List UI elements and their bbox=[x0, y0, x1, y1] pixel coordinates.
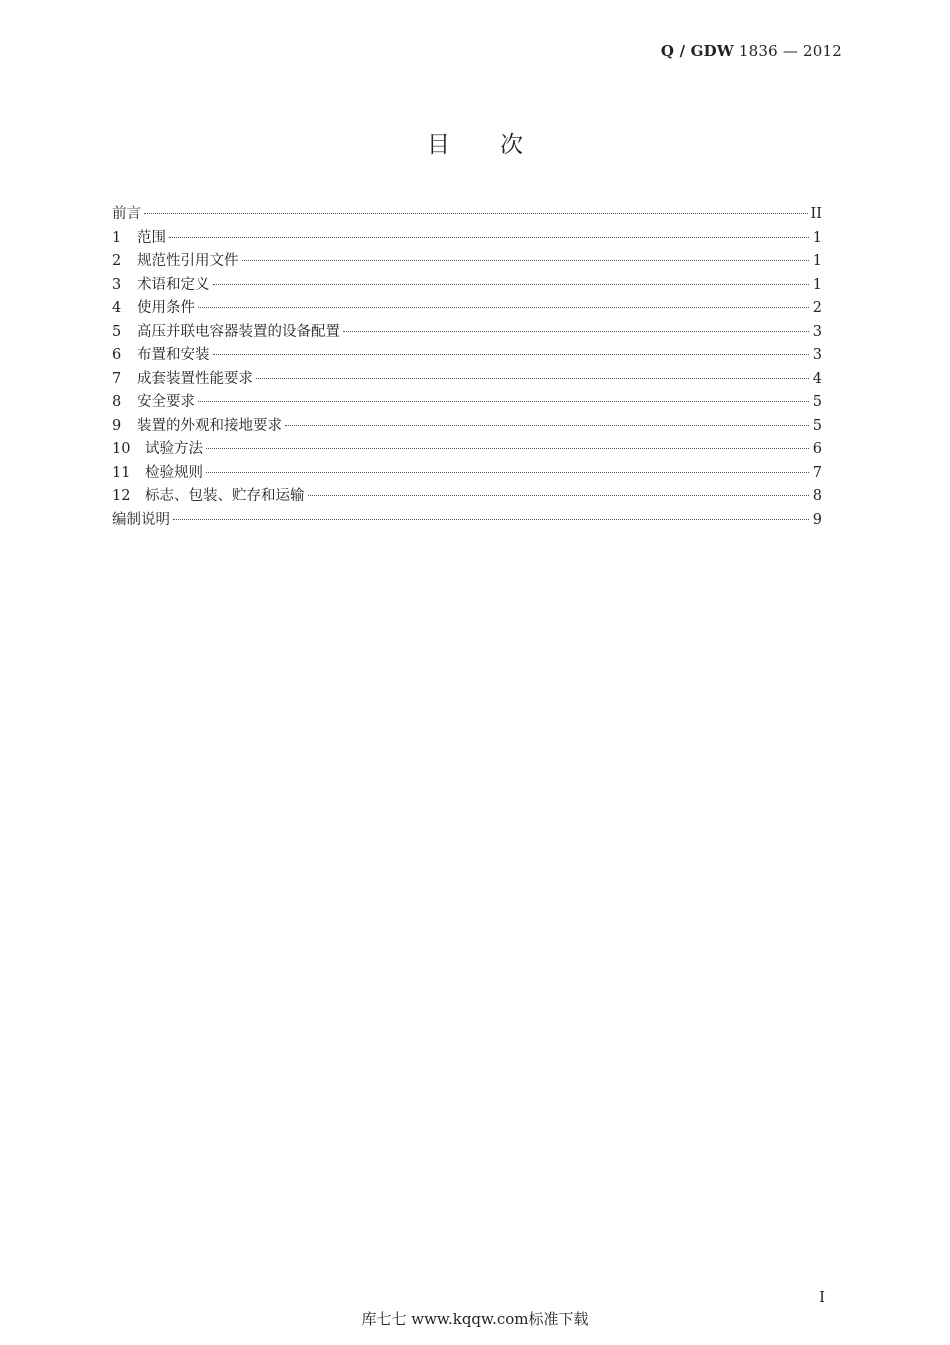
toc-entry-page: 5 bbox=[812, 417, 822, 434]
toc-entry-label: 安全要求 bbox=[137, 394, 195, 410]
toc-entry-number: 3 bbox=[112, 276, 122, 293]
toc-leader-dots bbox=[343, 331, 809, 332]
toc-entry-number: 4 bbox=[112, 300, 122, 316]
footer-watermark: 库七七 www.kqqw.com标准下载 bbox=[361, 1310, 589, 1328]
toc-entry-page: 3 bbox=[812, 323, 822, 340]
toc-entry-label: 编制说明 bbox=[112, 511, 170, 528]
toc-entry-label: 标志、包装、贮存和运输 bbox=[145, 488, 305, 504]
toc-entry-page: 6 bbox=[812, 441, 822, 457]
toc-entry-page: 2 bbox=[812, 300, 822, 316]
toc-leader-dots bbox=[198, 401, 809, 402]
toc-entry-page: 8 bbox=[812, 488, 822, 504]
page-title-left: 目 bbox=[427, 132, 450, 158]
toc-leader-dots bbox=[308, 495, 810, 496]
toc-entry[interactable] bbox=[112, 343, 822, 367]
toc-entry-number: 7 bbox=[112, 370, 122, 387]
toc-entry[interactable] bbox=[112, 484, 822, 508]
toc-entry-page: 5 bbox=[812, 394, 822, 410]
toc-entry-label: 规范性引用文件 bbox=[137, 253, 239, 269]
toc-entry[interactable] bbox=[112, 367, 822, 391]
toc-entry-number: 5 bbox=[112, 323, 122, 340]
toc-leader-dots bbox=[173, 519, 809, 520]
toc-entry[interactable] bbox=[112, 320, 822, 344]
toc-entry-number: 11 bbox=[112, 464, 131, 481]
toc-entry-label: 试验方法 bbox=[145, 441, 203, 457]
page-number: I bbox=[819, 1288, 825, 1306]
toc-entry[interactable] bbox=[112, 437, 822, 461]
toc-entry-number: 6 bbox=[112, 347, 122, 363]
toc-entry-number: 9 bbox=[112, 417, 122, 434]
toc-leader-dots bbox=[213, 284, 810, 285]
document-code bbox=[661, 42, 842, 60]
toc-entry-number: 1 bbox=[112, 229, 122, 246]
toc-leader-dots bbox=[206, 472, 809, 473]
toc-entry[interactable] bbox=[112, 508, 822, 532]
toc-entry-label: 成套装置性能要求 bbox=[137, 370, 253, 387]
toc-entry-label: 前言 bbox=[112, 206, 141, 222]
document-code-number: 1836 — 2012 bbox=[733, 42, 842, 60]
toc-leader-dots bbox=[213, 354, 810, 355]
toc-entry-page: 1 bbox=[812, 253, 822, 269]
toc-entry-page: II bbox=[810, 206, 822, 222]
toc-leader-dots bbox=[206, 448, 809, 449]
toc-entry-label: 范围 bbox=[137, 229, 166, 246]
toc-entry-label: 装置的外观和接地要求 bbox=[137, 417, 282, 434]
toc-entry[interactable] bbox=[112, 202, 822, 226]
toc-entry-number: 8 bbox=[112, 394, 122, 410]
toc-leader-dots bbox=[256, 378, 809, 379]
toc-entry-page: 1 bbox=[812, 229, 822, 246]
toc-entry[interactable] bbox=[112, 273, 822, 297]
toc-entry-label: 检验规则 bbox=[145, 464, 203, 481]
toc-entry[interactable] bbox=[112, 461, 822, 485]
toc-entry[interactable] bbox=[112, 296, 822, 320]
toc-leader-dots bbox=[144, 213, 808, 214]
toc-entry-label: 术语和定义 bbox=[137, 276, 210, 293]
toc-entry-page: 1 bbox=[812, 276, 822, 293]
toc-entry[interactable] bbox=[112, 414, 822, 438]
toc-entry-label: 使用条件 bbox=[137, 300, 195, 316]
toc-entry-label: 布置和安装 bbox=[137, 347, 210, 363]
page-title bbox=[0, 126, 950, 159]
toc-leader-dots bbox=[169, 237, 809, 238]
toc-entry-page: 3 bbox=[812, 347, 822, 363]
toc-entry-label: 高压并联电容器装置的设备配置 bbox=[137, 323, 340, 340]
toc-entry[interactable] bbox=[112, 226, 822, 250]
toc-entry[interactable] bbox=[112, 249, 822, 273]
toc-leader-dots bbox=[198, 307, 809, 308]
toc-entry-number: 10 bbox=[112, 441, 131, 457]
toc-entry-page: 7 bbox=[812, 464, 822, 481]
table-of-contents bbox=[112, 202, 822, 531]
toc-leader-dots bbox=[242, 260, 810, 261]
toc-entry-page: 9 bbox=[812, 511, 822, 528]
page-title-right: 次 bbox=[500, 132, 523, 158]
document-code-prefix: Q / GDW bbox=[660, 42, 734, 60]
toc-entry[interactable] bbox=[112, 390, 822, 414]
toc-entry-page: 4 bbox=[812, 370, 822, 387]
toc-entry-number: 2 bbox=[112, 253, 122, 269]
toc-leader-dots bbox=[285, 425, 809, 426]
toc-entry-number: 12 bbox=[112, 488, 131, 504]
